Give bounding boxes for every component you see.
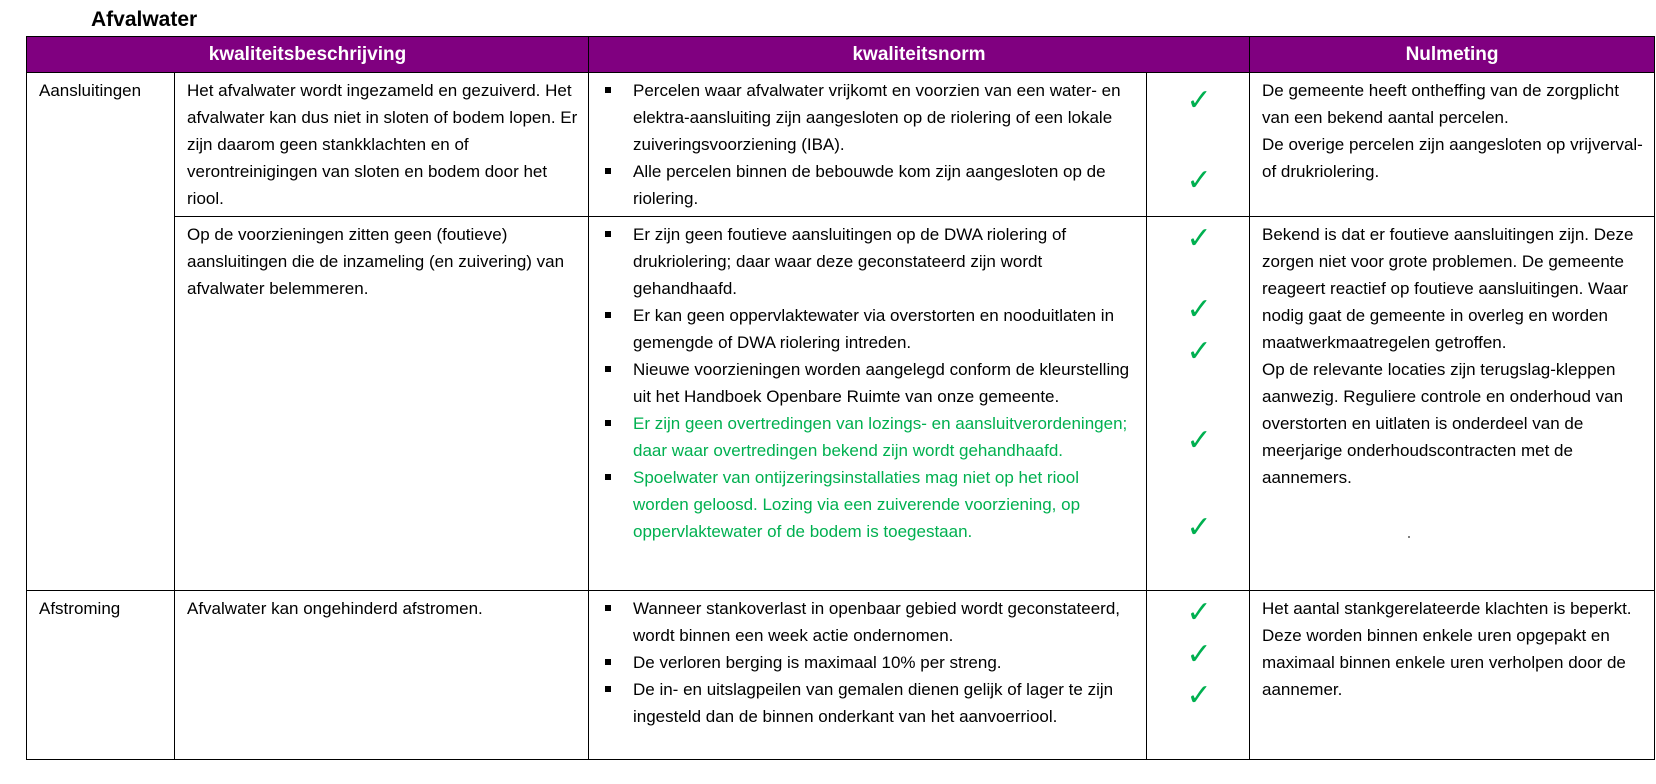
bullet-icon xyxy=(605,168,611,174)
check-column xyxy=(1147,217,1250,591)
quality-description: Het afvalwater wordt ingezameld en gezuiverd. Het afvalwater kan dus niet in sloten of bodem lopen. Er zijn daarom geen stankklachten en of verontreinigingen van sloten en bodem door het riool. xyxy=(175,73,589,217)
check-icon: ✓ xyxy=(1186,510,1212,545)
bullet-icon xyxy=(605,231,611,237)
norm-item: Wanneer stankoverlast in openbaar gebied wordt geconstateerd, wordt binnen een week actie ondernomen. xyxy=(601,595,1136,649)
baseline-text: Het aantal stankgerelateerde klachten is beperkt. Deze worden binnen enkele uren opgepakt en maximaal binnen enkele uren verholpen door de aannemer. xyxy=(1262,599,1632,699)
baseline-cell xyxy=(1250,591,1655,760)
bullet-icon xyxy=(605,605,611,611)
baseline-text: De overige percelen zijn aangesloten op vrijverval- of drukriolering. xyxy=(1262,135,1643,181)
baseline-text: De gemeente heeft ontheffing van de zorgplicht van een bekend aantal percelen. xyxy=(1262,81,1619,127)
row-label: Aansluitingen xyxy=(27,73,175,591)
norm-list xyxy=(601,77,1136,212)
header-description: kwaliteitsbeschrijving xyxy=(27,37,589,73)
baseline-text: Op de relevante locaties zijn terugslag-kleppen aanwezig. Reguliere controle en onderhoud van overstorten en uitlaten is onderdeel van de meerjarige onderhoudscontracten met de aannemers. xyxy=(1262,360,1624,487)
baseline-cell xyxy=(1250,217,1655,591)
norm-item-highlighted: Er zijn geen overtredingen van lozings- en aansluitverordeningen; daar waar overtredingen bekend zijn wordt gehandhaafd. xyxy=(601,410,1136,464)
quality-table xyxy=(26,36,1655,760)
table-row xyxy=(27,591,1655,760)
table-row xyxy=(27,73,1655,217)
norm-list xyxy=(601,221,1136,545)
header-baseline: Nulmeting xyxy=(1250,37,1655,73)
baseline-text: Bekend is dat er foutieve aansluitingen zijn. Deze zorgen niet voor grote problemen. De gemeente reageert reactief op foutieve aansluitingen. Waar nodig gaat de gemeente in overleg en worden maatwerkmaatregelen getroffen. xyxy=(1262,225,1634,352)
norm-cell xyxy=(589,591,1147,760)
bullet-icon xyxy=(605,420,611,426)
bullet-icon xyxy=(605,659,611,665)
norm-item: Percelen waar afvalwater vrijkomt en voorzien van een water- en elektra-aansluiting zijn aangesloten op de riolering of een lokale zuiveringsvoorziening (IBA). xyxy=(601,77,1136,158)
check-column xyxy=(1147,591,1250,760)
norm-item: De in- en uitslagpeilen van gemalen dienen gelijk of lager te zijn ingesteld dan de binnen onderkant van het aanvoerriool. xyxy=(601,676,1136,730)
bullet-icon xyxy=(605,366,611,372)
row-label: Afstroming xyxy=(27,591,175,760)
norm-list xyxy=(601,595,1136,730)
bullet-icon xyxy=(605,686,611,692)
quality-description: Op de voorzieningen zitten geen (foutieve) aansluitingen die de inzameling (en zuivering) van afvalwater belemmeren. xyxy=(175,217,589,591)
check-icon: ✓ xyxy=(1186,83,1212,118)
norm-item: De verloren berging is maximaal 10% per streng. xyxy=(601,649,1136,676)
table-row xyxy=(27,217,1655,591)
norm-item: Nieuwe voorzieningen worden aangelegd conform de kleurstelling uit het Handboek Openbare Ruimte van onze gemeente. xyxy=(601,356,1136,410)
header-row xyxy=(27,37,1655,73)
norm-cell xyxy=(589,217,1147,591)
norm-item-highlighted: Spoelwater van ontijzeringsinstallaties mag niet op het riool worden geloosd. Lozing via een zuiverende voorziening, op oppervlaktewater of de bodem is toegestaan. xyxy=(601,464,1136,545)
check-icon: ✓ xyxy=(1186,163,1212,198)
stray-dot xyxy=(1408,536,1410,538)
norm-cell xyxy=(589,73,1147,217)
check-icon: ✓ xyxy=(1186,292,1212,327)
norm-item: Er kan geen oppervlaktewater via overstorten en nooduitlaten in gemengde of DWA riolering intreden. xyxy=(601,302,1136,356)
quality-description: Afvalwater kan ongehinderd afstromen. xyxy=(175,591,589,760)
check-icon: ✓ xyxy=(1186,637,1212,672)
check-icon: ✓ xyxy=(1186,423,1212,458)
norm-item: Er zijn geen foutieve aansluitingen op de DWA riolering of drukriolering; daar waar deze geconstateerd zijn wordt gehandhaafd. xyxy=(601,221,1136,302)
check-icon: ✓ xyxy=(1186,595,1212,630)
bullet-icon xyxy=(605,312,611,318)
norm-item: Alle percelen binnen de bebouwde kom zijn aangesloten op de riolering. xyxy=(601,158,1136,212)
page-title: Afvalwater xyxy=(91,8,198,31)
check-column xyxy=(1147,73,1250,217)
bullet-icon xyxy=(605,87,611,93)
check-icon: ✓ xyxy=(1186,678,1212,713)
bullet-icon xyxy=(605,474,611,480)
header-norm: kwaliteitsnorm xyxy=(589,37,1250,73)
check-icon: ✓ xyxy=(1186,221,1212,256)
baseline-cell xyxy=(1250,73,1655,217)
check-icon: ✓ xyxy=(1186,334,1212,369)
